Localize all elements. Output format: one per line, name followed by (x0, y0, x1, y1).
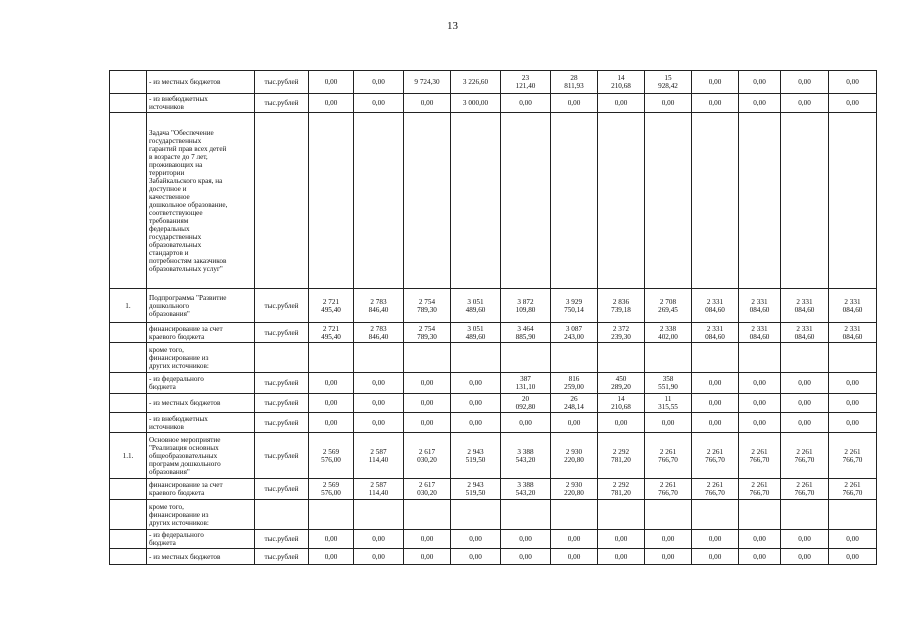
value-cell: 0,00 (551, 549, 598, 565)
value-cell (739, 343, 781, 373)
value-cell: 0,00 (451, 413, 501, 433)
value-cell: 0,00 (598, 549, 645, 565)
value-cell: 0,00 (739, 71, 781, 94)
value-cell (598, 500, 645, 530)
value-cell (404, 113, 451, 289)
value-cell: 2 261 766,70 (692, 479, 739, 500)
value-cell: 0,00 (739, 373, 781, 394)
value-cell: 2 587 114,40 (354, 433, 404, 479)
value-cell: 0,00 (309, 394, 354, 413)
value-cell: 2 331 084,60 (692, 323, 739, 343)
value-cell: 2 331 084,60 (739, 323, 781, 343)
value-cell: 0,00 (354, 71, 404, 94)
value-cell: 0,00 (739, 94, 781, 113)
value-cell (781, 113, 829, 289)
value-cell: 0,00 (598, 530, 645, 549)
value-cell: 2 930 220,80 (551, 433, 598, 479)
value-cell: 0,00 (829, 549, 877, 565)
value-cell: 2 292 781,20 (598, 479, 645, 500)
value-cell: 0,00 (354, 413, 404, 433)
value-cell: 0,00 (781, 394, 829, 413)
value-cell: 0,00 (829, 530, 877, 549)
table-row (110, 289, 877, 323)
row-name-cell: кроме того, финансирование из других источников: (147, 343, 255, 373)
unit-cell: тыс.рублей (255, 94, 309, 113)
row-number-cell (110, 343, 147, 373)
value-cell (829, 343, 877, 373)
row-number-cell (110, 394, 147, 413)
unit-cell: тыс.рублей (255, 549, 309, 565)
table-row (110, 500, 877, 530)
value-cell: 3 464 885,90 (501, 323, 551, 343)
row-name-cell: - из федерального бюджета (147, 530, 255, 549)
value-cell: 2 331 084,60 (781, 289, 829, 323)
value-cell: 20 092,80 (501, 394, 551, 413)
value-cell: 2 261 766,70 (692, 433, 739, 479)
row-number-cell: 1. (110, 289, 147, 323)
row-name-cell: - из местных бюджетов (147, 549, 255, 565)
value-cell (309, 500, 354, 530)
value-cell: 3 388 543,20 (501, 479, 551, 500)
value-cell: 0,00 (692, 373, 739, 394)
value-cell: 3 388 543,20 (501, 433, 551, 479)
value-cell: 0,00 (739, 413, 781, 433)
value-cell: 0,00 (404, 94, 451, 113)
value-cell: 3 051 489,60 (451, 323, 501, 343)
value-cell: 0,00 (781, 549, 829, 565)
value-cell: 0,00 (309, 549, 354, 565)
value-cell (739, 500, 781, 530)
value-cell: 3 087 243,00 (551, 323, 598, 343)
value-cell: 28 811,93 (551, 71, 598, 94)
unit-cell (255, 343, 309, 373)
value-cell: 0,00 (354, 530, 404, 549)
value-cell: 2 617 030,20 (404, 433, 451, 479)
value-cell: 0,00 (501, 413, 551, 433)
table-row (110, 323, 877, 343)
value-cell (692, 500, 739, 530)
value-cell (501, 113, 551, 289)
value-cell: 0,00 (451, 549, 501, 565)
value-cell (404, 343, 451, 373)
value-cell: 0,00 (451, 373, 501, 394)
page-number: 13 (447, 20, 458, 32)
value-cell: 0,00 (309, 71, 354, 94)
table-row (110, 71, 877, 94)
value-cell: 0,00 (354, 373, 404, 394)
row-number-cell: 1.1. (110, 433, 147, 479)
table-row (110, 433, 877, 479)
value-cell: 2 754 789,30 (404, 323, 451, 343)
row-number-cell (110, 373, 147, 394)
value-cell: 0,00 (645, 549, 692, 565)
unit-cell: тыс.рублей (255, 373, 309, 394)
row-name-cell: финансирование за счет краевого бюджета (147, 479, 255, 500)
unit-cell: тыс.рублей (255, 71, 309, 94)
row-name-cell: - из местных бюджетов (147, 71, 255, 94)
value-cell: 0,00 (551, 94, 598, 113)
value-cell (598, 113, 645, 289)
table-row (110, 413, 877, 433)
unit-cell (255, 113, 309, 289)
value-cell: 2 943 519,50 (451, 479, 501, 500)
value-cell: 2 721 495,40 (309, 289, 354, 323)
value-cell: 2 943 519,50 (451, 433, 501, 479)
value-cell: 0,00 (598, 413, 645, 433)
value-cell: 2 587 114,40 (354, 479, 404, 500)
value-cell: 2 261 766,70 (739, 479, 781, 500)
value-cell (645, 343, 692, 373)
value-cell: 2 617 030,20 (404, 479, 451, 500)
value-cell (829, 500, 877, 530)
value-cell: 0,00 (829, 373, 877, 394)
value-cell: 0,00 (692, 71, 739, 94)
value-cell: 15 928,42 (645, 71, 692, 94)
value-cell: 0,00 (404, 394, 451, 413)
value-cell: 2 372 239,30 (598, 323, 645, 343)
value-cell: 0,00 (781, 94, 829, 113)
row-number-cell (110, 113, 147, 289)
value-cell (551, 343, 598, 373)
value-cell: 0,00 (739, 530, 781, 549)
unit-cell: тыс.рублей (255, 323, 309, 343)
unit-cell: тыс.рублей (255, 530, 309, 549)
value-cell (692, 343, 739, 373)
value-cell: 0,00 (404, 373, 451, 394)
value-cell (309, 343, 354, 373)
value-cell: 2 261 766,70 (781, 433, 829, 479)
row-name-cell: кроме того, финансирование из других источников: (147, 500, 255, 530)
value-cell: 387 131,10 (501, 373, 551, 394)
value-cell: 2 261 766,70 (781, 479, 829, 500)
value-cell (739, 113, 781, 289)
value-cell: 2 261 766,70 (829, 433, 877, 479)
value-cell: 0,00 (739, 394, 781, 413)
value-cell: 0,00 (551, 530, 598, 549)
value-cell (501, 343, 551, 373)
value-cell: 2 331 084,60 (829, 323, 877, 343)
value-cell: 0,00 (645, 530, 692, 549)
value-cell: 2 930 220,80 (551, 479, 598, 500)
unit-cell: тыс.рублей (255, 394, 309, 413)
unit-cell (255, 500, 309, 530)
value-cell: 3 929 750,14 (551, 289, 598, 323)
row-name-cell: Основное мероприятие "Реализация основных общеобразовательных программ дошкольного образования" (147, 433, 255, 479)
value-cell (645, 113, 692, 289)
value-cell: 2 569 576,00 (309, 479, 354, 500)
value-cell (354, 113, 404, 289)
value-cell: 0,00 (739, 549, 781, 565)
value-cell: 14 210,68 (598, 71, 645, 94)
value-cell: 0,00 (404, 530, 451, 549)
row-number-cell (110, 500, 147, 530)
value-cell: 3 000,00 (451, 94, 501, 113)
value-cell (404, 500, 451, 530)
value-cell: 0,00 (781, 413, 829, 433)
row-name-cell: - из внебюджетных источников (147, 94, 255, 113)
value-cell: 0,00 (501, 530, 551, 549)
value-cell: 2 331 084,60 (739, 289, 781, 323)
table-row (110, 373, 877, 394)
row-number-cell (110, 530, 147, 549)
value-cell: 3 872 109,80 (501, 289, 551, 323)
row-name-cell: - из федерального бюджета (147, 373, 255, 394)
table-row (110, 343, 877, 373)
value-cell: 0,00 (309, 530, 354, 549)
row-number-cell (110, 71, 147, 94)
value-cell: 0,00 (354, 94, 404, 113)
table-row (110, 479, 877, 500)
value-cell (354, 343, 404, 373)
value-cell: 23 121,40 (501, 71, 551, 94)
value-cell (451, 500, 501, 530)
value-cell: 0,00 (501, 94, 551, 113)
row-name-cell: Задача "Обеспечение государственных гарантий прав всех детей в возрасте до 7 лет, проживающих на территории Забайкальского края, на доступное и качественное дошкольное образование, соответствующее требованиям федеральных государственных образовательных стандартов и потребностям заказчиков образовательных услуг" (147, 113, 255, 289)
value-cell: 2 708 269,45 (645, 289, 692, 323)
value-cell: 0,00 (451, 394, 501, 413)
value-cell: 0,00 (309, 413, 354, 433)
table-row (110, 94, 877, 113)
value-cell: 0,00 (692, 394, 739, 413)
value-cell (309, 113, 354, 289)
value-cell: 2 261 766,70 (829, 479, 877, 500)
row-number-cell (110, 94, 147, 113)
row-name-cell: - из внебюджетных источников (147, 413, 255, 433)
value-cell (598, 343, 645, 373)
value-cell: 14 210,68 (598, 394, 645, 413)
table-row (110, 530, 877, 549)
value-cell: 0,00 (692, 413, 739, 433)
table-row (110, 394, 877, 413)
value-cell: 2 836 739,18 (598, 289, 645, 323)
value-cell: 0,00 (781, 71, 829, 94)
value-cell: 2 331 084,60 (692, 289, 739, 323)
value-cell: 0,00 (451, 530, 501, 549)
unit-cell: тыс.рублей (255, 289, 309, 323)
unit-cell: тыс.рублей (255, 413, 309, 433)
row-name-cell: финансирование за счет краевого бюджета (147, 323, 255, 343)
value-cell: 2 783 846,40 (354, 289, 404, 323)
value-cell (501, 500, 551, 530)
value-cell: 450 289,20 (598, 373, 645, 394)
table-row (110, 549, 877, 565)
value-cell: 358 551,90 (645, 373, 692, 394)
value-cell: 2 292 781,20 (598, 433, 645, 479)
value-cell: 11 315,55 (645, 394, 692, 413)
value-cell: 2 783 846,40 (354, 323, 404, 343)
budget-table (109, 70, 877, 565)
value-cell: 2 338 402,00 (645, 323, 692, 343)
value-cell: 26 248,14 (551, 394, 598, 413)
value-cell: 2 754 789,30 (404, 289, 451, 323)
value-cell (551, 500, 598, 530)
value-cell (451, 113, 501, 289)
value-cell: 0,00 (829, 94, 877, 113)
row-number-cell (110, 549, 147, 565)
row-number-cell (110, 323, 147, 343)
value-cell (451, 343, 501, 373)
value-cell: 0,00 (781, 530, 829, 549)
value-cell: 2 569 576,00 (309, 433, 354, 479)
value-cell: 2 331 084,60 (781, 323, 829, 343)
value-cell: 0,00 (404, 549, 451, 565)
value-cell: 0,00 (551, 413, 598, 433)
value-cell: 2 261 766,70 (739, 433, 781, 479)
value-cell (692, 113, 739, 289)
value-cell: 0,00 (829, 394, 877, 413)
value-cell: 0,00 (404, 413, 451, 433)
value-cell (551, 113, 598, 289)
value-cell: 0,00 (598, 94, 645, 113)
unit-cell: тыс.рублей (255, 433, 309, 479)
value-cell: 0,00 (354, 394, 404, 413)
value-cell (645, 500, 692, 530)
value-cell: 0,00 (692, 549, 739, 565)
value-cell: 3 051 489,60 (451, 289, 501, 323)
value-cell: 0,00 (309, 94, 354, 113)
value-cell: 2 261 766,70 (645, 433, 692, 479)
value-cell: 816 259,00 (551, 373, 598, 394)
value-cell: 0,00 (829, 413, 877, 433)
value-cell: 0,00 (501, 549, 551, 565)
value-cell: 0,00 (692, 94, 739, 113)
value-cell (829, 113, 877, 289)
value-cell: 0,00 (829, 71, 877, 94)
row-name-cell: Подпрограмма "Развитие дошкольного образования" (147, 289, 255, 323)
value-cell: 0,00 (354, 549, 404, 565)
value-cell: 0,00 (645, 413, 692, 433)
row-number-cell (110, 479, 147, 500)
value-cell: 2 721 495,40 (309, 323, 354, 343)
value-cell (354, 500, 404, 530)
value-cell: 2 331 084,60 (829, 289, 877, 323)
value-cell: 3 226,60 (451, 71, 501, 94)
value-cell: 0,00 (645, 94, 692, 113)
value-cell (781, 500, 829, 530)
value-cell: 0,00 (309, 373, 354, 394)
value-cell: 9 724,30 (404, 71, 451, 94)
row-number-cell (110, 413, 147, 433)
value-cell: 0,00 (692, 530, 739, 549)
row-name-cell: - из местных бюджетов (147, 394, 255, 413)
value-cell (781, 343, 829, 373)
value-cell: 0,00 (781, 373, 829, 394)
table-row (110, 113, 877, 289)
unit-cell: тыс.рублей (255, 479, 309, 500)
value-cell: 2 261 766,70 (645, 479, 692, 500)
